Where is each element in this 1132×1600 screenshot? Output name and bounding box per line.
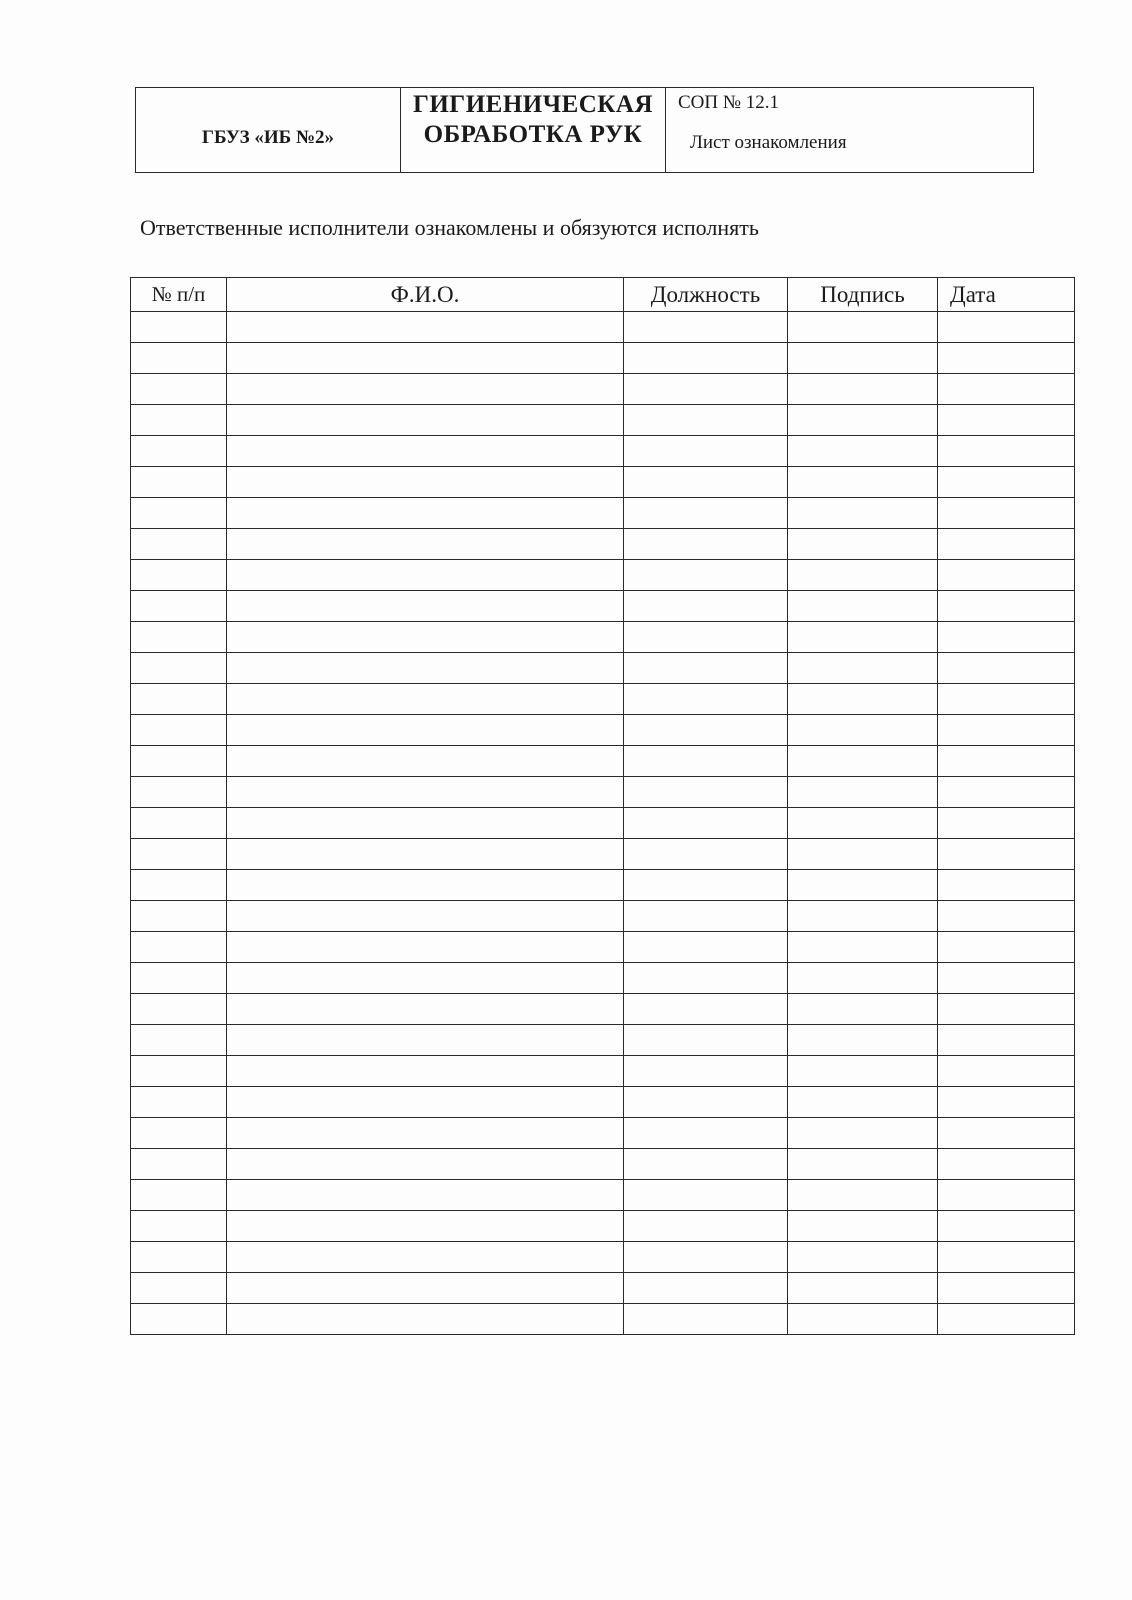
date-cell[interactable]: [938, 312, 1075, 343]
position-cell[interactable]: [624, 374, 788, 405]
date-cell[interactable]: [938, 746, 1075, 777]
fullname-cell[interactable]: [227, 560, 624, 591]
date-cell[interactable]: [938, 622, 1075, 653]
signature-cell[interactable]: [788, 746, 938, 777]
position-cell[interactable]: [624, 405, 788, 436]
date-cell[interactable]: [938, 1242, 1075, 1273]
position-cell[interactable]: [624, 1242, 788, 1273]
row-number-cell[interactable]: [131, 467, 227, 498]
fullname-cell[interactable]: [227, 715, 624, 746]
fullname-cell[interactable]: [227, 1180, 624, 1211]
date-cell[interactable]: [938, 684, 1075, 715]
position-cell[interactable]: [624, 963, 788, 994]
date-cell[interactable]: [938, 1087, 1075, 1118]
signature-cell[interactable]: [788, 777, 938, 808]
sheet-name: Лист ознакомления: [690, 132, 847, 153]
position-cell[interactable]: [624, 746, 788, 777]
signature-cell[interactable]: [788, 498, 938, 529]
title-line-2: ОБРАБОТКА РУК: [423, 121, 643, 148]
date-cell[interactable]: [938, 932, 1075, 963]
position-cell[interactable]: [624, 808, 788, 839]
date-cell[interactable]: [938, 560, 1075, 591]
table-row: [131, 715, 1075, 746]
date-cell[interactable]: [938, 343, 1075, 374]
date-cell[interactable]: [938, 839, 1075, 870]
fullname-cell[interactable]: [227, 963, 624, 994]
date-cell[interactable]: [938, 653, 1075, 684]
table-row: [131, 436, 1075, 467]
table-row: [131, 1118, 1075, 1149]
signature-cell[interactable]: [788, 715, 938, 746]
row-number-cell[interactable]: [131, 405, 227, 436]
table-row: [131, 932, 1075, 963]
table-row: [131, 653, 1075, 684]
position-cell[interactable]: [624, 1211, 788, 1242]
table-row: [131, 777, 1075, 808]
title-line-1: ГИГИЕНИЧЕСКАЯ: [412, 91, 654, 118]
date-cell[interactable]: [938, 1211, 1075, 1242]
signature-cell[interactable]: [788, 1025, 938, 1056]
date-cell[interactable]: [938, 1304, 1075, 1335]
organization-name: ГБУЗ «ИБ №2»: [201, 127, 335, 148]
fullname-cell[interactable]: [227, 591, 624, 622]
position-cell[interactable]: [624, 994, 788, 1025]
signature-cell[interactable]: [788, 374, 938, 405]
signature-cell[interactable]: [788, 436, 938, 467]
row-number-cell[interactable]: [131, 684, 227, 715]
fullname-cell[interactable]: [227, 684, 624, 715]
title-cell: [401, 88, 666, 173]
fullname-cell[interactable]: [227, 1149, 624, 1180]
position-cell[interactable]: [624, 343, 788, 374]
position-cell[interactable]: [624, 839, 788, 870]
position-cell[interactable]: [624, 684, 788, 715]
column-header-number: № п/п: [131, 278, 227, 312]
fullname-cell[interactable]: [227, 1273, 624, 1304]
position-cell[interactable]: [624, 436, 788, 467]
row-number-cell[interactable]: [131, 1180, 227, 1211]
row-number-cell[interactable]: [131, 1273, 227, 1304]
signature-cell[interactable]: [788, 808, 938, 839]
position-cell[interactable]: [624, 1149, 788, 1180]
signature-cell[interactable]: [788, 653, 938, 684]
intro-statement: Ответственные исполнители ознакомлены и обязуются исполнять: [140, 215, 759, 240]
position-cell[interactable]: [624, 529, 788, 560]
fullname-cell[interactable]: [227, 808, 624, 839]
table-row: [131, 405, 1075, 436]
signature-cell[interactable]: [788, 839, 938, 870]
position-cell[interactable]: [624, 1180, 788, 1211]
row-number-cell[interactable]: [131, 1304, 227, 1335]
position-cell[interactable]: [624, 1118, 788, 1149]
date-cell[interactable]: [938, 777, 1075, 808]
signature-cell[interactable]: [788, 529, 938, 560]
row-number-cell[interactable]: [131, 994, 227, 1025]
position-cell[interactable]: [624, 560, 788, 591]
table-row: [131, 1149, 1075, 1180]
signature-cell[interactable]: [788, 901, 938, 932]
table-row: [131, 839, 1075, 870]
signature-cell[interactable]: [788, 1056, 938, 1087]
table-row: [131, 1242, 1075, 1273]
date-cell[interactable]: [938, 591, 1075, 622]
row-number-cell[interactable]: [131, 1242, 227, 1273]
fullname-cell[interactable]: [227, 467, 624, 498]
table-row: [131, 374, 1075, 405]
meta-cell: [666, 88, 1034, 173]
fullname-cell[interactable]: [227, 870, 624, 901]
signature-cell[interactable]: [788, 684, 938, 715]
table-row: [131, 901, 1075, 932]
fullname-cell[interactable]: [227, 777, 624, 808]
row-number-cell[interactable]: [131, 901, 227, 932]
row-number-cell[interactable]: [131, 932, 227, 963]
date-cell[interactable]: [938, 808, 1075, 839]
fullname-cell[interactable]: [227, 405, 624, 436]
table-row: [131, 994, 1075, 1025]
fullname-cell[interactable]: [227, 312, 624, 343]
table-row: [131, 870, 1075, 901]
fullname-cell[interactable]: [227, 746, 624, 777]
fullname-cell[interactable]: [227, 839, 624, 870]
table-row: [131, 808, 1075, 839]
position-cell[interactable]: [624, 1087, 788, 1118]
row-number-cell[interactable]: [131, 1149, 227, 1180]
table-row: [131, 1304, 1075, 1335]
date-cell[interactable]: [938, 467, 1075, 498]
position-cell[interactable]: [624, 653, 788, 684]
row-number-cell[interactable]: [131, 529, 227, 560]
date-cell[interactable]: [938, 1056, 1075, 1087]
fullname-cell[interactable]: [227, 994, 624, 1025]
signature-cell[interactable]: [788, 932, 938, 963]
signature-cell[interactable]: [788, 1273, 938, 1304]
position-cell[interactable]: [624, 591, 788, 622]
fullname-cell[interactable]: [227, 436, 624, 467]
position-cell[interactable]: [624, 870, 788, 901]
row-number-cell[interactable]: [131, 1025, 227, 1056]
table-body: [131, 312, 1075, 1335]
position-cell[interactable]: [624, 1056, 788, 1087]
table-row: [131, 529, 1075, 560]
fullname-cell[interactable]: [227, 622, 624, 653]
table-row: [131, 560, 1075, 591]
date-cell[interactable]: [938, 715, 1075, 746]
fullname-cell[interactable]: [227, 1118, 624, 1149]
signature-cell[interactable]: [788, 467, 938, 498]
fullname-cell[interactable]: [227, 343, 624, 374]
fullname-cell[interactable]: [227, 932, 624, 963]
row-number-cell[interactable]: [131, 870, 227, 901]
table-row: [131, 343, 1075, 374]
row-number-cell[interactable]: [131, 1211, 227, 1242]
table-row: [131, 467, 1075, 498]
signature-cell[interactable]: [788, 622, 938, 653]
date-cell[interactable]: [938, 405, 1075, 436]
column-header-fullname: Ф.И.О.: [227, 278, 624, 312]
row-number-cell[interactable]: [131, 746, 227, 777]
position-cell[interactable]: [624, 777, 788, 808]
position-cell[interactable]: [624, 1273, 788, 1304]
fullname-cell[interactable]: [227, 529, 624, 560]
date-cell[interactable]: [938, 901, 1075, 932]
signature-cell[interactable]: [788, 405, 938, 436]
table-row: [131, 312, 1075, 343]
position-cell[interactable]: [624, 1025, 788, 1056]
fullname-cell[interactable]: [227, 1087, 624, 1118]
row-number-cell[interactable]: [131, 343, 227, 374]
signature-cell[interactable]: [788, 994, 938, 1025]
date-cell[interactable]: [938, 498, 1075, 529]
row-number-cell[interactable]: [131, 808, 227, 839]
signature-cell[interactable]: [788, 1242, 938, 1273]
table-row: [131, 1273, 1075, 1304]
row-number-cell[interactable]: [131, 312, 227, 343]
row-number-cell[interactable]: [131, 560, 227, 591]
position-cell[interactable]: [624, 932, 788, 963]
row-number-cell[interactable]: [131, 1087, 227, 1118]
date-cell[interactable]: [938, 870, 1075, 901]
position-cell[interactable]: [624, 622, 788, 653]
row-number-cell[interactable]: [131, 374, 227, 405]
row-number-cell[interactable]: [131, 436, 227, 467]
column-header-signature: Подпись: [788, 278, 938, 312]
acknowledgement-table: [130, 277, 1075, 1335]
table-row: [131, 1025, 1075, 1056]
fullname-cell[interactable]: [227, 1242, 624, 1273]
table-row: [131, 1211, 1075, 1242]
signature-cell[interactable]: [788, 1149, 938, 1180]
date-cell[interactable]: [938, 1273, 1075, 1304]
fullname-cell[interactable]: [227, 374, 624, 405]
date-cell[interactable]: [938, 529, 1075, 560]
signature-cell[interactable]: [788, 591, 938, 622]
position-cell[interactable]: [624, 1304, 788, 1335]
date-cell[interactable]: [938, 963, 1075, 994]
row-number-cell[interactable]: [131, 498, 227, 529]
table-row: [131, 622, 1075, 653]
signature-cell[interactable]: [788, 963, 938, 994]
signature-cell[interactable]: [788, 1211, 938, 1242]
position-cell[interactable]: [624, 312, 788, 343]
signature-cell[interactable]: [788, 312, 938, 343]
table-row: [131, 1180, 1075, 1211]
row-number-cell[interactable]: [131, 1118, 227, 1149]
table-row: [131, 498, 1075, 529]
table-header-row: [131, 278, 1075, 312]
table-row: [131, 963, 1075, 994]
date-cell[interactable]: [938, 1180, 1075, 1211]
document-header: [135, 87, 1034, 173]
fullname-cell[interactable]: [227, 653, 624, 684]
position-cell[interactable]: [624, 715, 788, 746]
row-number-cell[interactable]: [131, 839, 227, 870]
date-cell[interactable]: [938, 1025, 1075, 1056]
signature-cell[interactable]: [788, 343, 938, 374]
row-number-cell[interactable]: [131, 591, 227, 622]
signature-cell[interactable]: [788, 1304, 938, 1335]
fullname-cell[interactable]: [227, 901, 624, 932]
column-header-position: Должность: [624, 278, 788, 312]
table-row: [131, 746, 1075, 777]
fullname-cell[interactable]: [227, 1211, 624, 1242]
row-number-cell[interactable]: [131, 777, 227, 808]
signature-cell[interactable]: [788, 870, 938, 901]
table-row: [131, 1087, 1075, 1118]
organization-cell: [136, 88, 401, 173]
table-row: [131, 1056, 1075, 1087]
row-number-cell[interactable]: [131, 1056, 227, 1087]
signature-cell[interactable]: [788, 1087, 938, 1118]
table-row: [131, 684, 1075, 715]
row-number-cell[interactable]: [131, 715, 227, 746]
position-cell[interactable]: [624, 467, 788, 498]
date-cell[interactable]: [938, 1149, 1075, 1180]
fullname-cell[interactable]: [227, 498, 624, 529]
signature-cell[interactable]: [788, 560, 938, 591]
column-header-date: Дата: [938, 278, 1075, 312]
position-cell[interactable]: [624, 901, 788, 932]
fullname-cell[interactable]: [227, 1056, 624, 1087]
date-cell[interactable]: [938, 436, 1075, 467]
fullname-cell[interactable]: [227, 1025, 624, 1056]
position-cell[interactable]: [624, 498, 788, 529]
sop-number: СОП № 12.1: [678, 92, 779, 113]
row-number-cell[interactable]: [131, 622, 227, 653]
date-cell[interactable]: [938, 374, 1075, 405]
date-cell[interactable]: [938, 1118, 1075, 1149]
row-number-cell[interactable]: [131, 653, 227, 684]
signature-cell[interactable]: [788, 1118, 938, 1149]
table-row: [131, 591, 1075, 622]
fullname-cell[interactable]: [227, 1304, 624, 1335]
row-number-cell[interactable]: [131, 963, 227, 994]
signature-cell[interactable]: [788, 1180, 938, 1211]
date-cell[interactable]: [938, 994, 1075, 1025]
